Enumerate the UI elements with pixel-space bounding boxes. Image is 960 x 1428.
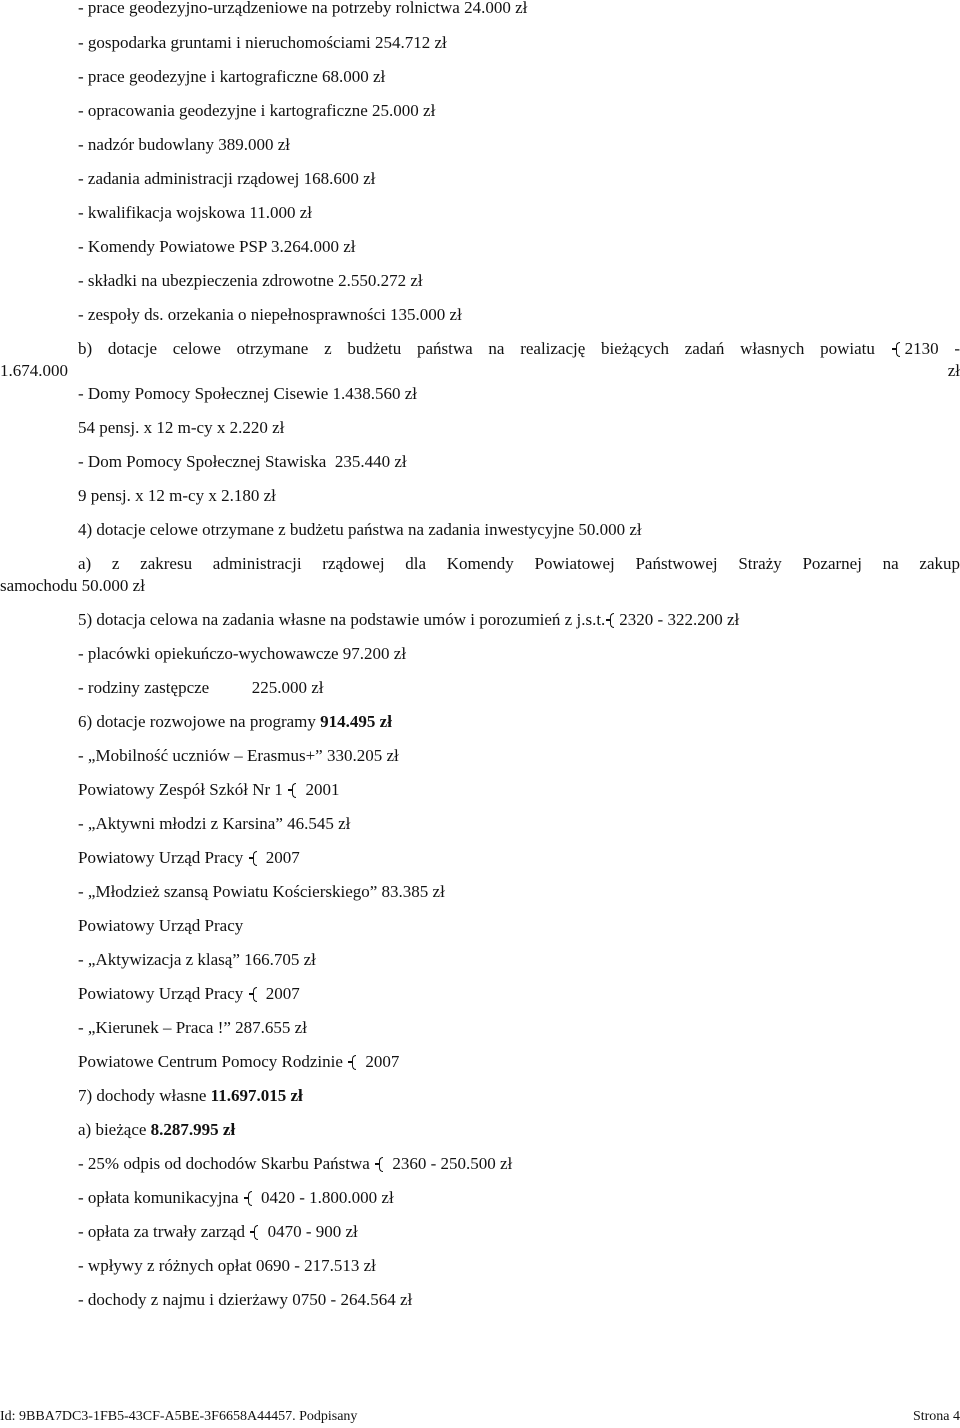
income-amount: 0420 - 1.800.000 zł (261, 1188, 394, 1207)
item6-amount: 914.495 zł (320, 712, 392, 731)
paragraph-a-line2: samochodu 50.000 zł (0, 576, 145, 595)
item6-heading (78, 711, 960, 733)
text-line: - placówki opiekuńczo-wychowawcze 97.200 zł (78, 644, 407, 663)
program-unit: Powiatowe Centrum Pomocy Rodzinie (78, 1052, 343, 1071)
section-sign-icon (248, 983, 262, 1005)
text-line: - rodziny zastępcze 225.000 zł (78, 678, 324, 697)
program-unit: Powiatowy Urząd Pracy (78, 984, 244, 1003)
text-line (78, 1221, 960, 1243)
income-amount: 0470 - 900 zł (267, 1222, 358, 1241)
text-line (78, 983, 960, 1005)
paragraph-b-unit: zł (947, 361, 960, 380)
section-sign-icon (891, 338, 905, 360)
text-line: - składki na ubezpieczenia zdrowotne 2.550.272 zł (78, 271, 423, 290)
text-line: - opracowania geodezyjne i kartograficzne 25.000 zł (78, 101, 436, 120)
item5-amount: 2320 - 322.200 zł (619, 610, 740, 629)
program-unit: Powiatowy Zespół Szkół Nr 1 (78, 780, 283, 799)
text-line: - nadzór budowlany 389.000 zł (78, 135, 290, 154)
text-line: - kwalifikacja wojskowa 11.000 zł (78, 203, 312, 222)
paragraph-b-line1 (78, 338, 960, 360)
text-line: - „Aktywizacja z klasą” 166.705 zł (78, 950, 316, 969)
income-label: - 25% odpis od dochodów Skarbu Państwa (78, 1154, 370, 1173)
text-line: 9 pensj. x 12 m-cy x 2.180 zł (78, 486, 276, 505)
section-sign-icon (605, 609, 619, 631)
text-line: - Domy Pomocy Społecznej Cisewie 1.438.560 zł (78, 384, 418, 403)
item6-text: 6) dotacje rozwojowe na programy (78, 712, 321, 731)
section-sign-icon (243, 1187, 257, 1209)
text-line (78, 1153, 960, 1175)
document-id: Id: 9BBA7DC3-1FB5-43CF-A5BE-3F6658A44457. Podpisany (0, 1409, 358, 1424)
text-line: - „Mobilność uczniów – Erasmus+” 330.205 zł (78, 746, 399, 765)
section-sign-icon (287, 779, 301, 801)
text-line (78, 847, 960, 869)
paragraph-b-text: b) dotacje celowe otrzymane z budżetu państwa na realizację bieżących zadań własnych powiatu (78, 339, 875, 358)
text-line (78, 1051, 960, 1073)
text-line: - „Młodzież szansą Powiatu Kościerskiego” 83.385 zł (78, 882, 445, 901)
text-line: 4) dotacje celowe otrzymane z budżetu państwa na zadania inwestycyjne 50.000 zł (78, 520, 642, 539)
program-code: 2001 (305, 780, 340, 799)
item7-text: 7) dochody własne (78, 1086, 211, 1105)
section-sign-icon (248, 847, 262, 869)
text-line: - zespoły ds. orzekania o niepełnosprawności 135.000 zł (78, 305, 462, 324)
text-line (78, 1187, 960, 1209)
text-line: - prace geodezyjno-urządzeniowe na potrzeby rolnictwa 24.000 zł (78, 0, 528, 17)
text-line: - Dom Pomocy Społecznej Stawiska 235.440 zł (78, 452, 407, 471)
income-label: - opłata komunikacyjna (78, 1188, 239, 1207)
program-code: 2007 (265, 984, 300, 1003)
paragraph-b-line2 (0, 360, 960, 382)
paragraph-a-line1: a) z zakresu administracji rządowej dla Komendy Powiatowej Państwowej Straży Pozarnej na zakup (78, 554, 960, 573)
text-line (78, 779, 960, 801)
text-line: Powiatowy Urząd Pracy (78, 916, 244, 935)
income-amount: 2360 - 250.500 zł (392, 1154, 513, 1173)
paragraph-b-amount: 1.674.000 (0, 361, 68, 380)
program-code: 2007 (265, 848, 300, 867)
item7a-heading (78, 1119, 960, 1141)
item7a-amount: 8.287.995 zł (150, 1120, 236, 1139)
text-line: - wpływy z różnych opłat 0690 - 217.513 zł (78, 1256, 376, 1275)
text-line: - prace geodezyjne i kartograficzne 68.000 zł (78, 67, 386, 86)
item7-heading (78, 1085, 960, 1107)
paragraph-b-code: 2130 - (904, 339, 960, 358)
item5-text: 5) dotacja celowa na zadania własne na podstawie umów i porozumień z j.s.t. (78, 610, 606, 629)
text-line: - gospodarka gruntami i nieruchomościami 254.712 zł (78, 33, 447, 52)
text-line: - zadania administracji rządowej 168.600 zł (78, 169, 376, 188)
program-code: 2007 (365, 1052, 400, 1071)
page-footer (0, 1406, 960, 1428)
item5-heading (78, 609, 960, 631)
program-unit: Powiatowy Urząd Pracy (78, 848, 244, 867)
text-line: - Komendy Powiatowe PSP 3.264.000 zł (78, 237, 356, 256)
item7-amount: 11.697.015 zł (210, 1086, 303, 1105)
text-line: 54 pensj. x 12 m-cy x 2.220 zł (78, 418, 285, 437)
section-sign-icon (347, 1051, 361, 1073)
section-sign-icon (249, 1221, 263, 1243)
text-line: - dochody z najmu i dzierżawy 0750 - 264.564 zł (78, 1290, 413, 1309)
text-line: - „Aktywni młodzi z Karsina” 46.545 zł (78, 814, 351, 833)
income-label: - opłata za trwały zarząd (78, 1222, 246, 1241)
page-number: Strona 4 (912, 1409, 960, 1424)
section-sign-icon (374, 1153, 388, 1175)
text-line: - „Kierunek – Praca !” 287.655 zł (78, 1018, 307, 1037)
item7a-text: a) bieżące (78, 1120, 151, 1139)
